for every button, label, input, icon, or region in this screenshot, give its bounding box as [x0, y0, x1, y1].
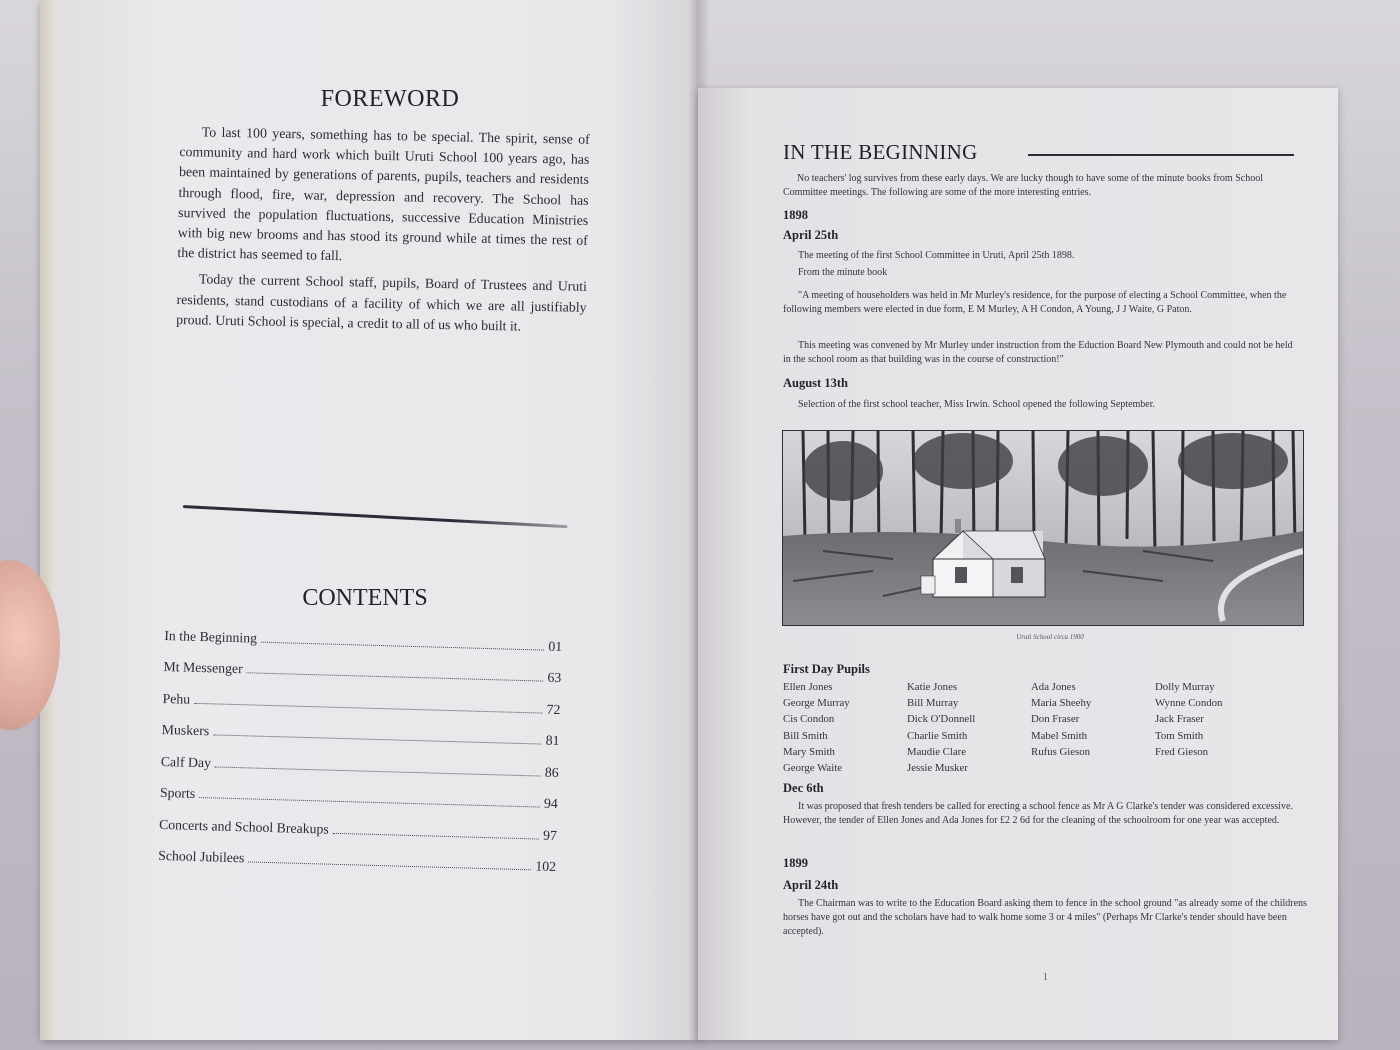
pupil-name: Bill Murray	[907, 697, 959, 710]
entry-text: It was proposed that fresh tenders be called for erecting a school fence as Mr A G Clarke's tender was considered excessive. However, the tender of Ellen Jones and Ada Jones for £2 2 6d for the cleaning of the schoolroom for one year was accepted.	[783, 801, 1293, 826]
toc-entry-page: 81	[545, 732, 560, 749]
pupil-name: George Murray	[783, 697, 850, 710]
foreword-paragraph: Today the current School staff, pupils, Board of Trustees and Uruti residents, stand custodians of a facility of which we are all justifiably proud. Uruti School is special, a credit to all of us who built it.	[176, 271, 588, 334]
entry-text: The meeting of the first School Committee in Uruti, April 25th 1898.	[798, 250, 1075, 261]
book-edge	[40, 0, 54, 1040]
toc-entry-page: 01	[548, 638, 563, 654]
entry-text: This meeting was convened by Mr Murley under instruction from the Eduction Board New Plymouth and could not be held in the school room as that building was in the course of construction!"	[783, 340, 1293, 365]
table-of-contents	[158, 612, 563, 875]
pupil-name: Mabel Smith	[1031, 729, 1088, 742]
pupil-name: Ada Jones	[1031, 681, 1076, 693]
pupils-list	[783, 681, 1253, 778]
toc-entry-title: School Jubilees	[157, 847, 245, 866]
pupil-name: Maria Sheehy	[1031, 697, 1092, 710]
pupil-name: Tom Smith	[1155, 729, 1204, 742]
foreword-title: FOREWORD	[320, 86, 460, 112]
entry-text: Selection of the first school teacher, Miss Irwin. School opened the following September.	[798, 399, 1156, 410]
page-number: 1	[1043, 972, 1048, 983]
pupil-name: Dick O'Donnell	[907, 713, 976, 726]
pupil-name: Ellen Jones	[783, 681, 833, 693]
pupil-name: Charlie Smith	[907, 729, 968, 742]
pupils-heading: First Day Pupils	[783, 662, 870, 676]
contents-title: CONTENTS	[302, 585, 428, 611]
year-heading: 1899	[783, 856, 808, 870]
pupil-name: Maudie Clare	[907, 745, 967, 758]
toc-entry-title: Sports	[159, 784, 196, 801]
year-heading: 1898	[783, 208, 808, 222]
pupil-name: Don Fraser	[1031, 713, 1080, 726]
foreword-paragraph: To last 100 years, something has to be special. The spirit, sense of community and hard work which built Uruti School 100 years ago, has been maintained by generations of parents, pupils, teachers and residents through flood, fire, war, depression and recovery. The School has survived the population fluctuations, successive Education Ministries with big new brooms and has stood its ground while at times the rest of the district has seemed to fall.	[177, 124, 590, 264]
school-photo-illustration	[783, 431, 1303, 625]
date-heading: August 13th	[783, 376, 848, 390]
pupil-name: Mary Smith	[783, 745, 835, 758]
intro-paragraph: No teachers' log survives from these early days. We are lucky though to have some of the minute books from School Committee meetings. The following are some of the more interesting entries.	[783, 173, 1263, 198]
pupil-name: Wynne Condon	[1155, 697, 1223, 710]
toc-entry-page: 86	[544, 764, 559, 780]
historic-school-photo	[782, 430, 1304, 626]
pupil-name: Katie Jones	[907, 681, 958, 693]
pupil-name: Cis Condon	[783, 713, 835, 726]
pupil-name: Fred Gieson	[1155, 745, 1209, 758]
section-title: IN THE BEGINNING	[783, 140, 978, 164]
pupil-name: Rufus Gieson	[1031, 745, 1091, 758]
pupil-name: George Waite	[783, 761, 842, 774]
title-rule	[1028, 154, 1294, 156]
entry-text: "A meeting of householders was held in Mr Murley's residence, for the purpose of electing a School Committee, when the following members were elected in due form, E M Murley, A H Condon, A Young, J J Waite, G Paton.	[783, 290, 1287, 315]
pupil-name: Jack Fraser	[1155, 713, 1204, 726]
toc-entry-title: Calf Day	[160, 753, 212, 770]
toc-entry-title: Muskers	[161, 721, 210, 739]
pupil-name: Dolly Murray	[1155, 681, 1215, 693]
toc-entry-page: 72	[546, 701, 561, 717]
pupil-name: Jessie Musker	[907, 761, 968, 774]
pupil-name: Bill Smith	[783, 729, 828, 742]
photo-caption: Uruti School circa 1900	[1016, 633, 1084, 641]
foreword-body	[176, 122, 590, 344]
entry-text: The Chairman was to write to the Education Board asking them to fence in the school ground "as already some of the childrens horses have got out and the scholars have had to walk home some 3 or 4 miles" (Perhaps Mr Clarke's tender should have been accepted).	[783, 898, 1307, 937]
toc-entry-page: 102	[535, 858, 557, 875]
date-heading: April 25th	[783, 228, 839, 242]
entry-text: From the minute book	[798, 267, 888, 278]
date-heading: Dec 6th	[783, 781, 824, 795]
toc-entry-title: In the Beginning	[164, 627, 258, 646]
date-heading: April 24th	[783, 878, 839, 892]
toc-entry-title: Pehu	[162, 690, 191, 707]
toc-entry-page: 94	[543, 795, 559, 812]
toc-entry-title: Concerts and School Breakups	[158, 816, 329, 837]
toc-entry-page: 63	[547, 669, 562, 686]
toc-entry-title: Mt Messenger	[163, 658, 243, 677]
toc-entry-page: 97	[542, 827, 558, 843]
